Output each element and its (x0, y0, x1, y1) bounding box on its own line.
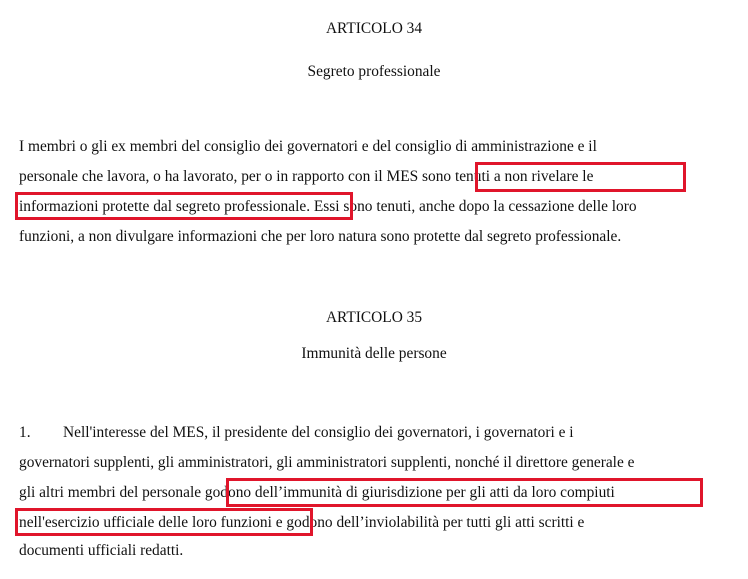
article-34-title: Segreto professionale (307, 63, 441, 80)
article-35-line: gli altri membri del personale godono dell’immunità di giurisdizione per gli atti da loro compiuti (19, 484, 615, 501)
article-35-line: nell'esercizio ufficiale delle loro funzioni e godono dell’inviolabilità per tutti gli atti scritti e (19, 514, 585, 531)
article-35-line: 1. Nell'interesse del MES, il presidente del consiglio dei governatori, i governatori e i (19, 424, 574, 441)
article-34-line: informazioni protette dal segreto professionale. Essi sono tenuti, anche dopo la cessazione delle loro (19, 198, 637, 215)
article-35-number: ARTICOLO 35 (325, 309, 423, 326)
article-34-line: I membri o gli ex membri del consiglio dei governatori e del consiglio di amministrazione e il (19, 138, 597, 155)
article-34-line: personale che lavora, o ha lavorato, per o in rapporto con il MES sono tenuti a non rivelare le (19, 168, 594, 185)
article-34-number: ARTICOLO 34 (325, 20, 423, 37)
paragraph-number: 1. (19, 424, 31, 441)
article-35-line: documenti ufficiali redatti. (19, 542, 184, 559)
article-35-line: governatori supplenti, gli amministratori, gli amministratori supplenti, nonché il direttore generale e (19, 454, 635, 471)
article-35-title: Immunità delle persone (301, 345, 447, 362)
article-34-line: funzioni, a non divulgare informazioni che per loro natura sono protette dal segreto professionale. (19, 228, 622, 245)
